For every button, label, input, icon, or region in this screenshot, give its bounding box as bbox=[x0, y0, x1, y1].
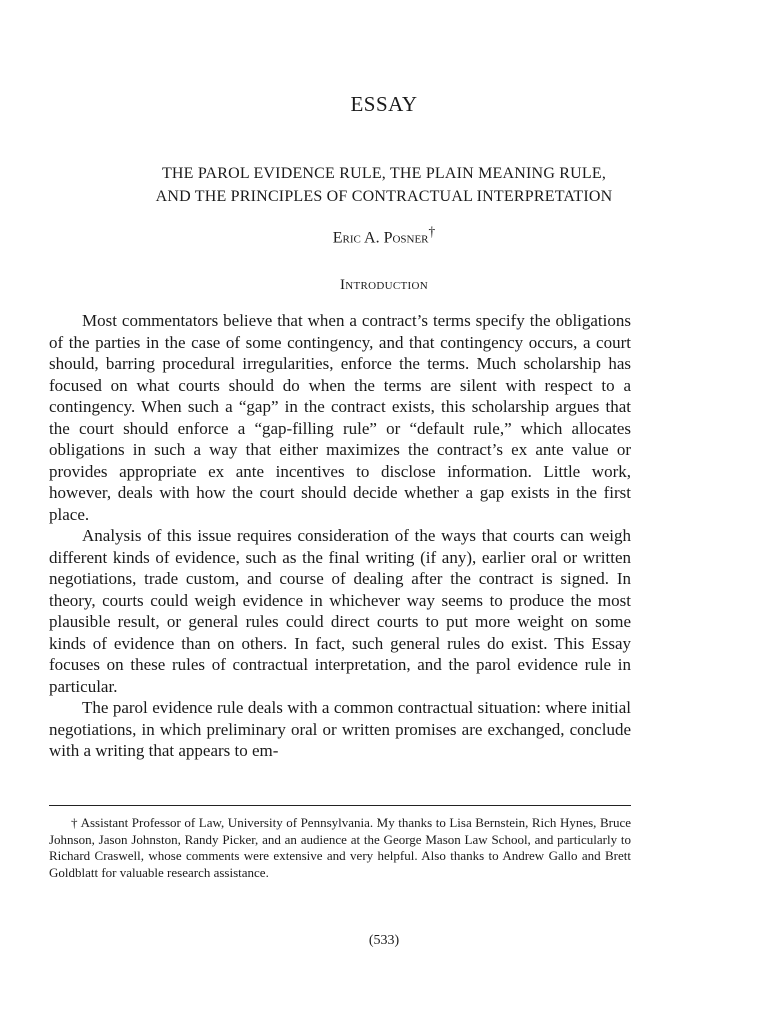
paragraph-2: Analysis of this issue requires consideration of the ways that courts can weigh different kinds of evidence, such as the final writing (if any), earlier oral or written negotiations, trade custom, and course of dealing after the contract is signed. In theory, courts could weigh evidence in whichever way seems to produce the most plausible result, or general rules could direct courts to put more weight on some kinds of evidence than on others. In fact, such general rules do exist. This Essay focuses on these rules of contractual interpretation, and the parol evidence rule in particular. bbox=[49, 526, 631, 696]
article-title bbox=[40, 162, 728, 208]
page-number: (533) bbox=[368, 933, 400, 948]
author-footnote-mark: † bbox=[428, 224, 436, 239]
title-line-1: THE PAROL EVIDENCE RULE, THE PLAIN MEANING RULE, bbox=[161, 165, 607, 182]
footnote: † Assistant Professor of Law, University of Pennsylvania. My thanks to Lisa Bernstein, Rich Hynes, Bruce Johnson, Jason Johnston, Randy Picker, and an audience at the George Mason Law School, and particularly to Richard Craswell, whose comments were extensive and very helpful. Also thanks to Andrew Gallo and Brett Goldblatt for valuable research assistance. bbox=[49, 815, 631, 880]
body-text bbox=[49, 310, 631, 762]
footnote-divider bbox=[49, 805, 631, 806]
section-heading: Introduction bbox=[339, 277, 429, 293]
author-name: Eric A. Posner bbox=[332, 229, 429, 247]
title-line-2: AND THE PRINCIPLES OF CONTRACTUAL INTERPRETATION bbox=[155, 188, 613, 205]
essay-label: ESSAY bbox=[350, 92, 418, 116]
author-line bbox=[0, 224, 768, 247]
paragraph-3: The parol evidence rule deals with a common contractual situation: where initial negotiations, in which preliminary oral or written promises are exchanged, conclude with a writing that appears to em- bbox=[49, 698, 631, 760]
paragraph-1: Most commentators believe that when a contract’s terms specify the obligations of the parties in the case of some contingency, and that contingency occurs, a court should, barring procedural irregularities, enforce the terms. Much scholarship has focused on what courts should do when the terms are silent with respect to a contingency. When such a “gap” in the contract exists, this scholarship argues that the court should enforce a “gap-filling rule” or “default rule,” which allocates obligations in such a way that either maximizes the contract’s ex ante value or provides appropriate ex ante incentives to disclose information. Little work, however, deals with how the court should decide whether a gap exists in the first place. bbox=[49, 311, 631, 524]
